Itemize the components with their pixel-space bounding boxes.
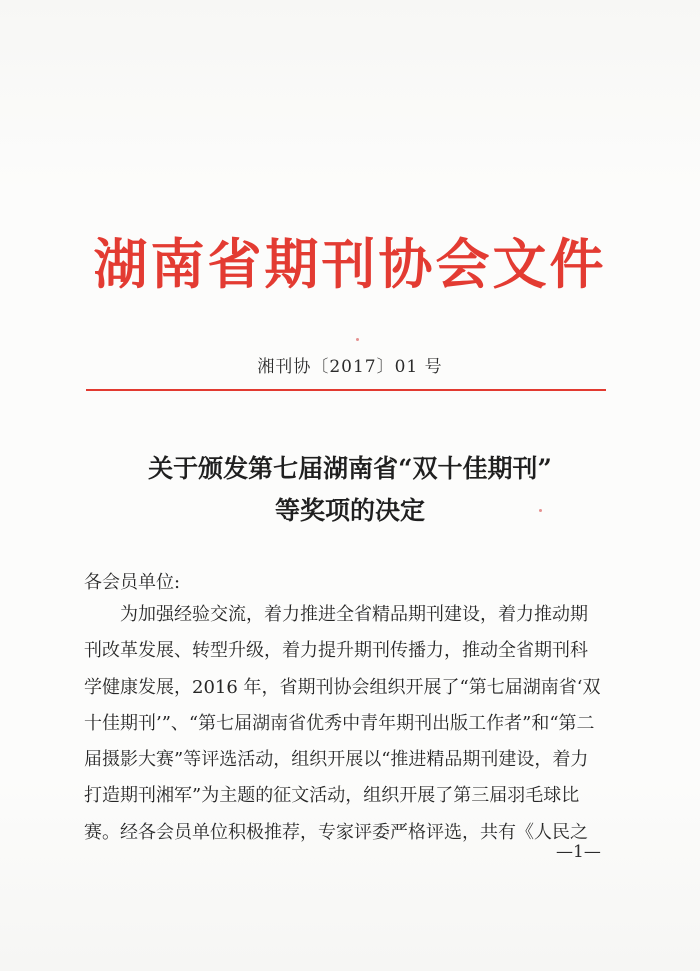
body-line: 为加强经验交流，着力推进全省精品期刊建设，着力推动期 <box>120 604 588 625</box>
body-line: 学健康发展，2016 年，省期刊协会组织开展了“第七届湖南省‘双 <box>84 676 601 698</box>
scan-speck <box>356 338 359 341</box>
body-line: 届摄影大赛”等评选活动，组织开展以“推进精品期刊建设，着力 <box>84 749 589 771</box>
page-number: —1— <box>556 842 601 862</box>
decision-title <box>0 448 700 532</box>
red-divider-line <box>86 389 606 391</box>
body-line: 刊改革发展、转型升级，着力提升期刊传播力，推动全省期刊科 <box>84 640 588 662</box>
body-line: 赛。经各会员单位积极推荐，专家评委严格评选，共有《人民之 <box>84 821 588 843</box>
decision-title-line-2: 等奖项的决定 <box>274 496 425 525</box>
body-line: 打造期刊湘军”为主题的征文活动，组织开展了第三届羽毛球比 <box>84 785 580 807</box>
document-number: 湘刊协〔2017〕01 号 <box>257 357 443 377</box>
body-paragraph <box>84 597 609 851</box>
issuer-header-title: 湖南省期刊协会文件 <box>93 233 607 296</box>
body-line: 十佳期刊’”、“第七届湖南省优秀中青年期刊出版工作者”和“第二 <box>84 712 595 734</box>
salutation: 各会员单位: <box>84 572 181 593</box>
scan-speck <box>539 509 542 512</box>
decision-title-line-1: 关于颁发第七届湖南省“双十佳期刊” <box>148 454 552 483</box>
